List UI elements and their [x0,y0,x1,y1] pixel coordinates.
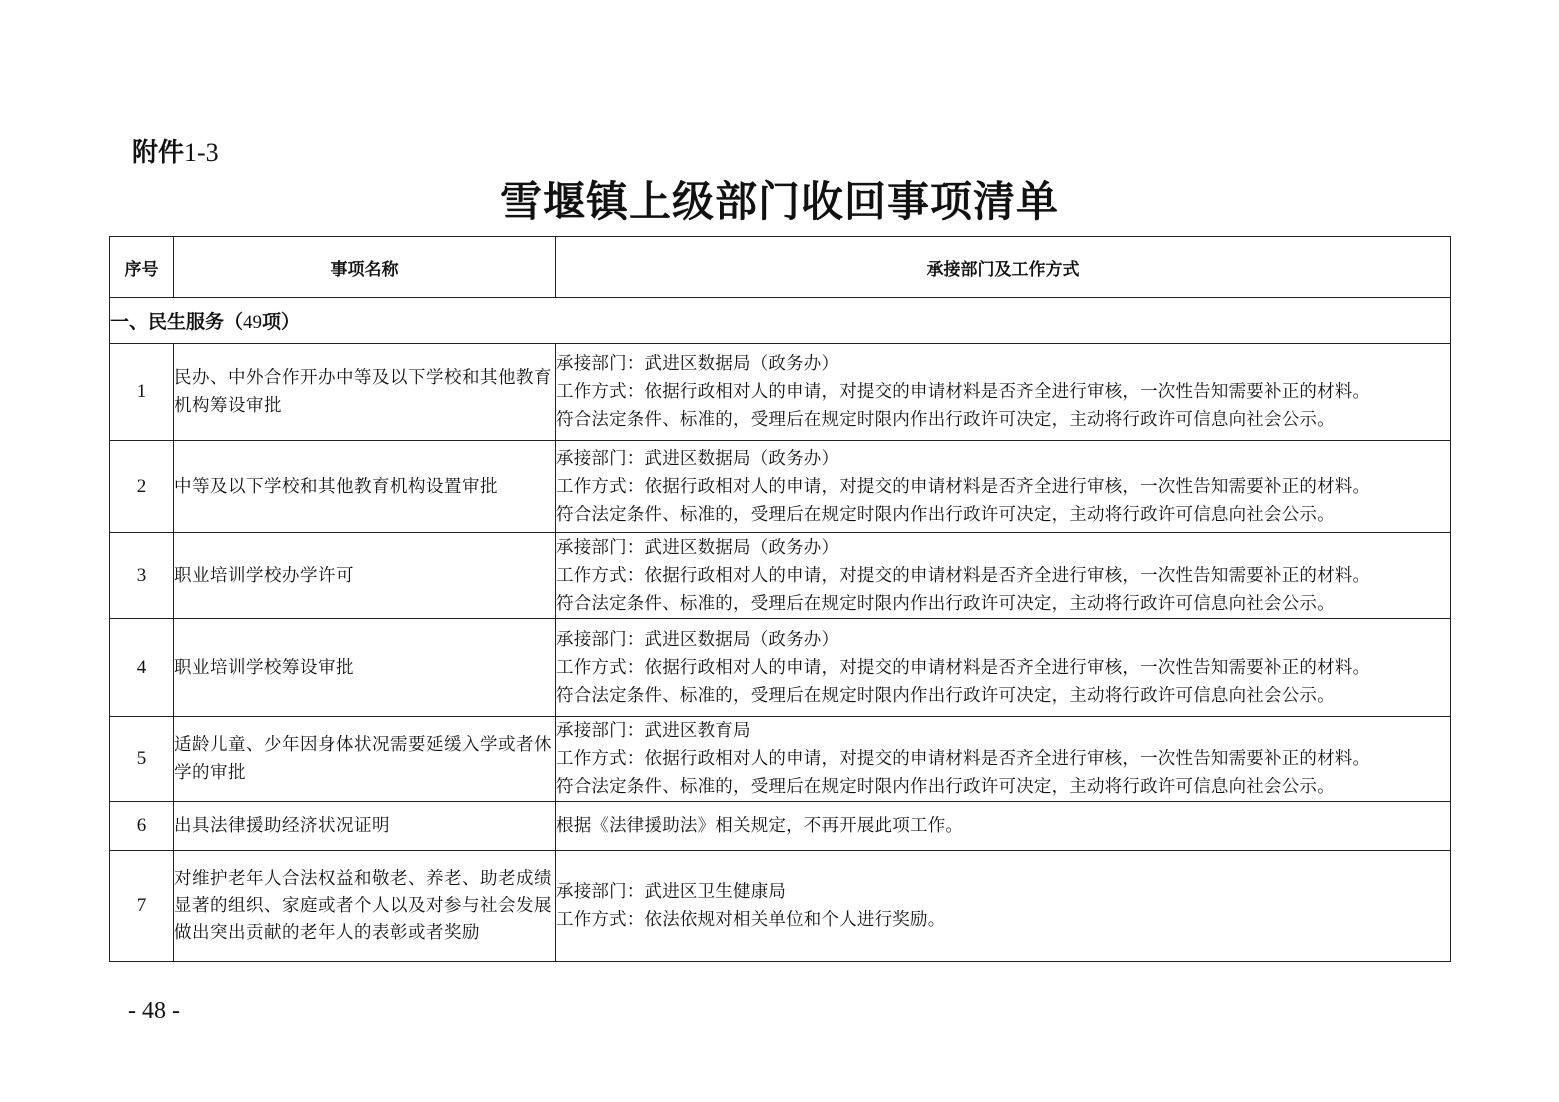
method-line: 工作方式：依据行政相对人的申请，对提交的申请材料是否齐全进行审核，一次性告知需要补正的材料。 [556,657,1371,678]
row-dept-method [556,344,1451,441]
row-item-name: 民办、中外合作开办中等及以下学校和其他教育机构筹设审批 [174,344,556,441]
method-line: 符合法定条件、标准的，受理后在规定时限内作出行政许可决定，主动将行政许可信息向社会公示。 [556,777,1335,797]
row-dept-method [556,441,1451,533]
row-dept-method [556,851,1451,962]
method-line: 工作方式：依据行政相对人的申请，对提交的申请材料是否齐全进行审核，一次性告知需要补正的材料。 [556,476,1371,497]
row-seq: 5 [110,717,174,802]
attachment-label [132,135,219,171]
method-line: 根据《法律援助法》相关规定，不再开展此项工作。 [556,816,964,836]
column-header-seq: 序号 [110,237,174,298]
row-item-name: 适龄儿童、少年因身体状况需要延缓入学或者休学的审批 [174,717,556,802]
section-heading [110,298,1451,344]
dept-line: 承接部门：武进区数据局（政务办） [556,448,840,469]
dept-line: 承接部门：武进区教育局 [556,721,751,741]
method-line: 符合法定条件、标准的，受理后在规定时限内作出行政许可决定，主动将行政许可信息向社会公示。 [556,504,1335,525]
method-line: 工作方式：依据行政相对人的申请，对提交的申请材料是否齐全进行审核，一次性告知需要补正的材料。 [556,382,1371,402]
row-dept-method [556,802,1451,851]
table-row [110,344,1451,441]
row-seq: 1 [110,344,174,441]
method-line: 工作方式：依法依规对相关单位和个人进行奖励。 [556,910,946,930]
row-item-name: 职业培训学校办学许可 [174,533,556,619]
row-item-name: 出具法律援助经济状况证明 [174,802,556,851]
dept-line: 承接部门：武进区数据局（政务办） [556,629,840,650]
table-row [110,533,1451,619]
method-line: 符合法定条件、标准的，受理后在规定时限内作出行政许可决定，主动将行政许可信息向社会公示。 [556,593,1335,614]
row-seq: 2 [110,441,174,533]
table-row [110,851,1451,962]
row-dept-method [556,717,1451,802]
row-seq: 7 [110,851,174,962]
row-item-name: 对维护老年人合法权益和敬老、养老、助老成绩显著的组织、家庭或者个人以及对参与社会发展做出突出贡献的老年人的表彰或者奖励 [174,851,556,962]
row-seq: 6 [110,802,174,851]
section-prefix: 一、民生服务（ [110,311,244,333]
row-dept-method [556,619,1451,717]
table-row [110,802,1451,851]
dept-line: 承接部门：武进区数据局（政务办） [556,354,840,374]
section-suffix: 项） [262,311,301,333]
row-seq: 3 [110,533,174,619]
page-title: 雪堰镇上级部门收回事项清单 [499,177,1059,226]
method-line: 工作方式：依据行政相对人的申请，对提交的申请材料是否齐全进行审核，一次性告知需要补正的材料。 [556,565,1371,586]
dept-line: 承接部门：武进区卫生健康局 [556,882,787,902]
row-dept-method [556,533,1451,619]
table-row [110,717,1451,802]
dept-line: 承接部门：武进区数据局（政务办） [556,537,840,558]
row-item-name: 中等及以下学校和其他教育机构设置审批 [174,441,556,533]
section-row [110,298,1451,344]
attachment-prefix: 附件 [132,138,185,168]
page-number: - 48 - [128,998,180,1024]
attachment-number: 1-3 [184,138,219,167]
column-header-name: 事项名称 [174,237,556,298]
method-line: 符合法定条件、标准的，受理后在规定时限内作出行政许可决定，主动将行政许可信息向社会公示。 [556,410,1335,430]
method-line: 工作方式：依据行政相对人的申请，对提交的申请材料是否齐全进行审核，一次性告知需要补正的材料。 [556,749,1371,769]
row-seq: 4 [110,619,174,717]
method-line: 符合法定条件、标准的，受理后在规定时限内作出行政许可决定，主动将行政许可信息向社会公示。 [556,685,1335,706]
table-header-row [110,237,1451,298]
table-row [110,441,1451,533]
row-item-name: 职业培训学校筹设审批 [174,619,556,717]
section-count: 49 [243,312,263,333]
items-table [109,236,1451,962]
table-row [110,619,1451,717]
column-header-dept: 承接部门及工作方式 [556,237,1451,298]
